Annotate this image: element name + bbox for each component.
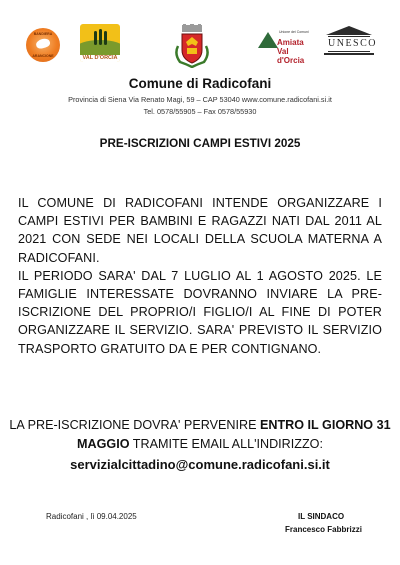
announcement-paragraph-1: IL COMUNE DI RADICOFANI INTENDE ORGANIZZARE I CAMPI ESTIVI PER BAMBINI E RAGAZZI NATI DAL 2011 AL 2021 CON SEDE NEI LOCALI DELLA SCUOLA MATERNA A RADICOFANI. [18,196,382,265]
amiata-text: Amiata [277,38,304,47]
notice-text-end: TRAMITE EMAIL ALL'INDIRIZZO: [129,437,323,451]
mayor-label: IL SINDACO [298,512,345,521]
bird-icon [35,37,51,49]
val-dorcia-label: VAL D'ORCIA [80,55,120,62]
val-dorcia-text: Val d'Orcia [277,47,305,65]
contact-email[interactable]: servizialcittadino@comune.radicofani.si.it [70,457,330,472]
amiata-val-dorcia-logo [258,30,314,65]
notice-text-start: LA PRE-ISCRIZIONE DOVRA' PERVENIRE [9,418,260,432]
announcement-body [18,194,382,358]
bandiera-arancione-logo [26,28,60,62]
municipality-address: Provincia di Siena Via Renato Magi, 59 – CAP 53040 www.comune.radicofani.si.it [68,95,332,104]
document-date: Radicofani , lì 09.04.2025 [46,512,137,521]
bandiera-logo-text-bottom: ARANCIONE [32,54,54,58]
municipality-phone: Tel. 0578/55905 – Fax 0578/55930 [143,107,257,116]
document-heading: PRE-ISCRIZIONI CAMPI ESTIVI 2025 [99,137,301,150]
announcement-paragraph-2: IL PERIODO SARA' DAL 7 LUGLIO AL 1 AGOSTO 2025. LE FAMIGLIE INTERESSATE DOVRANNO INVIARE LA PRE-ISCRIZIONE DEL PROPRIO/I FIGLIO/I AL FINE DI POTER ORGANIZZARE IL SERVIZIO. SARA' PREVISTO IL SERVIZIO TRASPORTO GRATUITO DA E PER CONTIGNANO. [18,268,382,356]
bandiera-logo-text-top: BANDIERA [33,32,53,36]
municipality-title: Comune di Radicofani [128,76,272,91]
unesco-text: UNESCO [328,36,370,52]
val-dorcia-logo [80,24,120,62]
coat-of-arms-icon [172,24,212,68]
notice-deadline: ENTRO IL GIORNO 31 MAGGIO [77,418,391,451]
unesco-logo [324,26,378,62]
logo-row [22,24,378,68]
mayor-name: Francesco Fabbrizzi [285,525,362,534]
amiata-union-text: Unione dei Comuni [279,30,309,34]
deadline-notice [0,416,400,454]
